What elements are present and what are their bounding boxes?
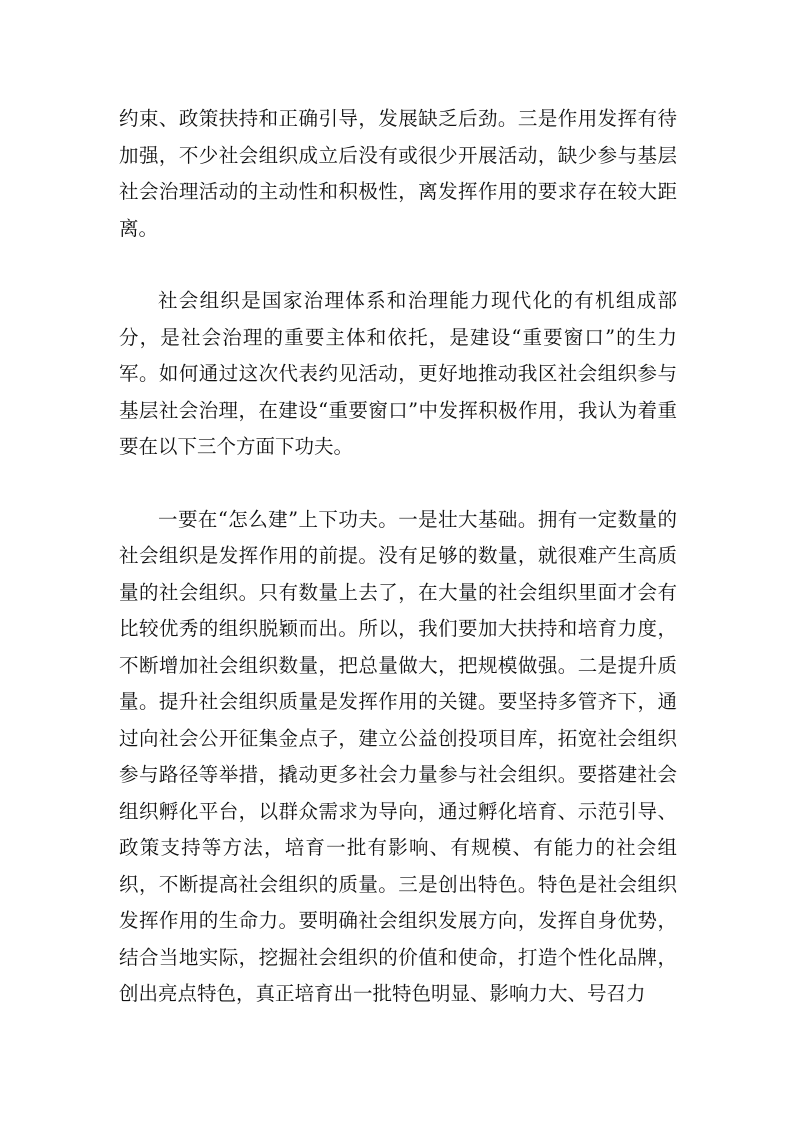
paragraph-3: 一要在“怎么建”上下功夫。一是壮大基础。拥有一定数量的社会组织是发挥作用的前提。没有足够的数量，就很难产生高质量的社会组织。只有数量上去了，在大量的社会组织里面才会有比较优秀的组织脱颖而出。所以，我们要加大扶持和培育力度，不断增加社会组织数量，把总量做大，把规模做强。二是提升质量。提升社会组织质量是发挥作用的关键。要坚持多管齐下，通过向社会公开征集金点子，建立公益创投项目库，拓宽社会组织参与路径等举措，撬动更多社会力量参与社会组织。要搭建社会组织孵化平台，以群众需求为导向，通过孵化培育、示范引导、政策支持等方法，培育一批有影响、有规模、有能力的社会组织，不断提高社会组织的质量。三是创出特色。特色是社会组织发挥作用的生命力。要明确社会组织发展方向，发挥自身优势，结合当地实际，挖掘社会组织的价值和使命，打造个性化品牌，创出亮点特色，真正培育出一批特色明显、影响力大、号召力 — [119, 507, 677, 1005]
paragraph-gap — [119, 466, 677, 502]
body-text — [119, 101, 677, 1013]
paragraph-1: 约束、政策扶持和正确引导，发展缺乏后劲。三是作用发挥有待加强，不少社会组织成立后没有或很少开展活动，缺少参与基层社会治理活动的主动性和积极性，离发挥作用的要求存在较大距离。 — [119, 107, 677, 240]
paragraph-2: 社会组织是国家治理体系和治理能力现代化的有机组成部分，是社会治理的重要主体和依托，是建设“重要窗口”的生力军。如何通过这次代表约见活动，更好地推动我区社会组织参与基层社会治理，在建设“重要窗口”中发挥积极作用，我认为着重要在以下三个方面下功夫。 — [119, 289, 677, 458]
paragraph-gap — [119, 247, 677, 283]
